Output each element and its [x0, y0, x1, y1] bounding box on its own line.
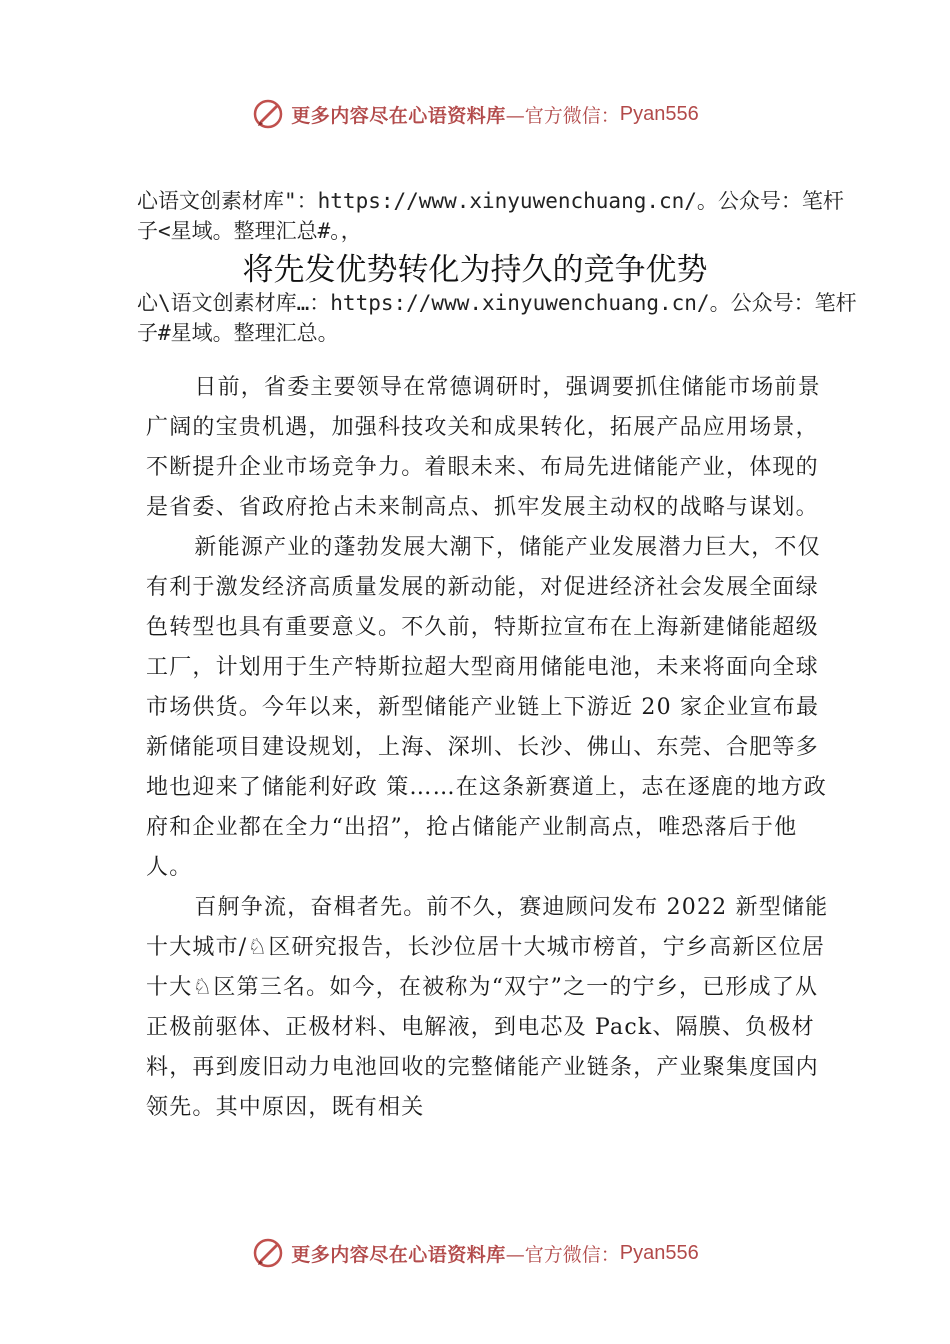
article-body [146, 368, 834, 1128]
header-banner [0, 94, 950, 134]
banner-wechat-label: —官方微信： [505, 104, 620, 127]
pen-logo-icon [251, 97, 285, 131]
document-title: 将先发优势转化为持久的竞争优势 [242, 252, 708, 288]
watermark-text-bottom: 心\语文创素材库…：https://www.xinyuwenchuang.cn/。公众号：笔杆子#星域。整理汇总。 [137, 291, 857, 345]
paragraph: 百舸争流，奋楫者先。前不久，赛迪顾问发布 2022 新型储能十大城市/♘区研究报告，长沙位居十大城市榜首，宁乡高新区位居十大♘区第三名。如今，在被称为“双宁”之一的宁乡，已形成了从正极前驱体、正极材料、电解液，到电芯及 Pack、隔膜、负极材料，再到废旧动力电池回收的完整储能产业链条，产业聚集度国内领先。其中原因，既有相关 [146, 895, 829, 1120]
footer-banner [0, 1233, 950, 1273]
banner-wechat-id: Pyan556 [619, 102, 699, 125]
banner-wechat-id: Pyan556 [619, 1241, 699, 1264]
paragraph: 日前，省委主要领导在常德调研时，强调要抓住储能市场前景广阔的宝贵机遇，加强科技攻关和成果转化，拓展产品应用场景，不断提升企业市场竞争力。着眼未来、布局先进储能产业，体现的是省委、省政府抢占未来制高点、抓牢发展主动权的战略与谋划。 [146, 375, 821, 520]
paragraph: 新能源产业的蓬勃发展大潮下，储能产业发展潜力巨大，不仅有利于激发经济高质量发展的新动能，对促进经济社会发展全面绿色转型也具有重要意义。不久前，特斯拉宣布在上海新建储能超级工厂，计划用于生产特斯拉超大型商用储能电池，未来将面向全球市场供货。今年以来，新型储能产业链上下游近 20 家企业宣布最新储能项目建设规划，上海、深圳、长沙、佛山、东莞、合肥等多地也迎来了储能利好政 策……在这条新赛道上，志在逐鹿的地方政府和企业都在全力“出招”，抢占储能产业制高点，唯恐落后于他人。 [146, 535, 827, 880]
banner-title: 更多内容尽在心语资料库 [291, 104, 506, 127]
banner-title: 更多内容尽在心语资料库 [291, 1243, 506, 1266]
pen-logo-icon [251, 1236, 285, 1270]
banner-wechat-label: —官方微信： [505, 1243, 620, 1266]
watermark-text-top: 心语文创素材库"：https://www.xinyuwenchuang.cn/。公众号：笔杆子<星域。整理汇总#。， [137, 189, 844, 243]
